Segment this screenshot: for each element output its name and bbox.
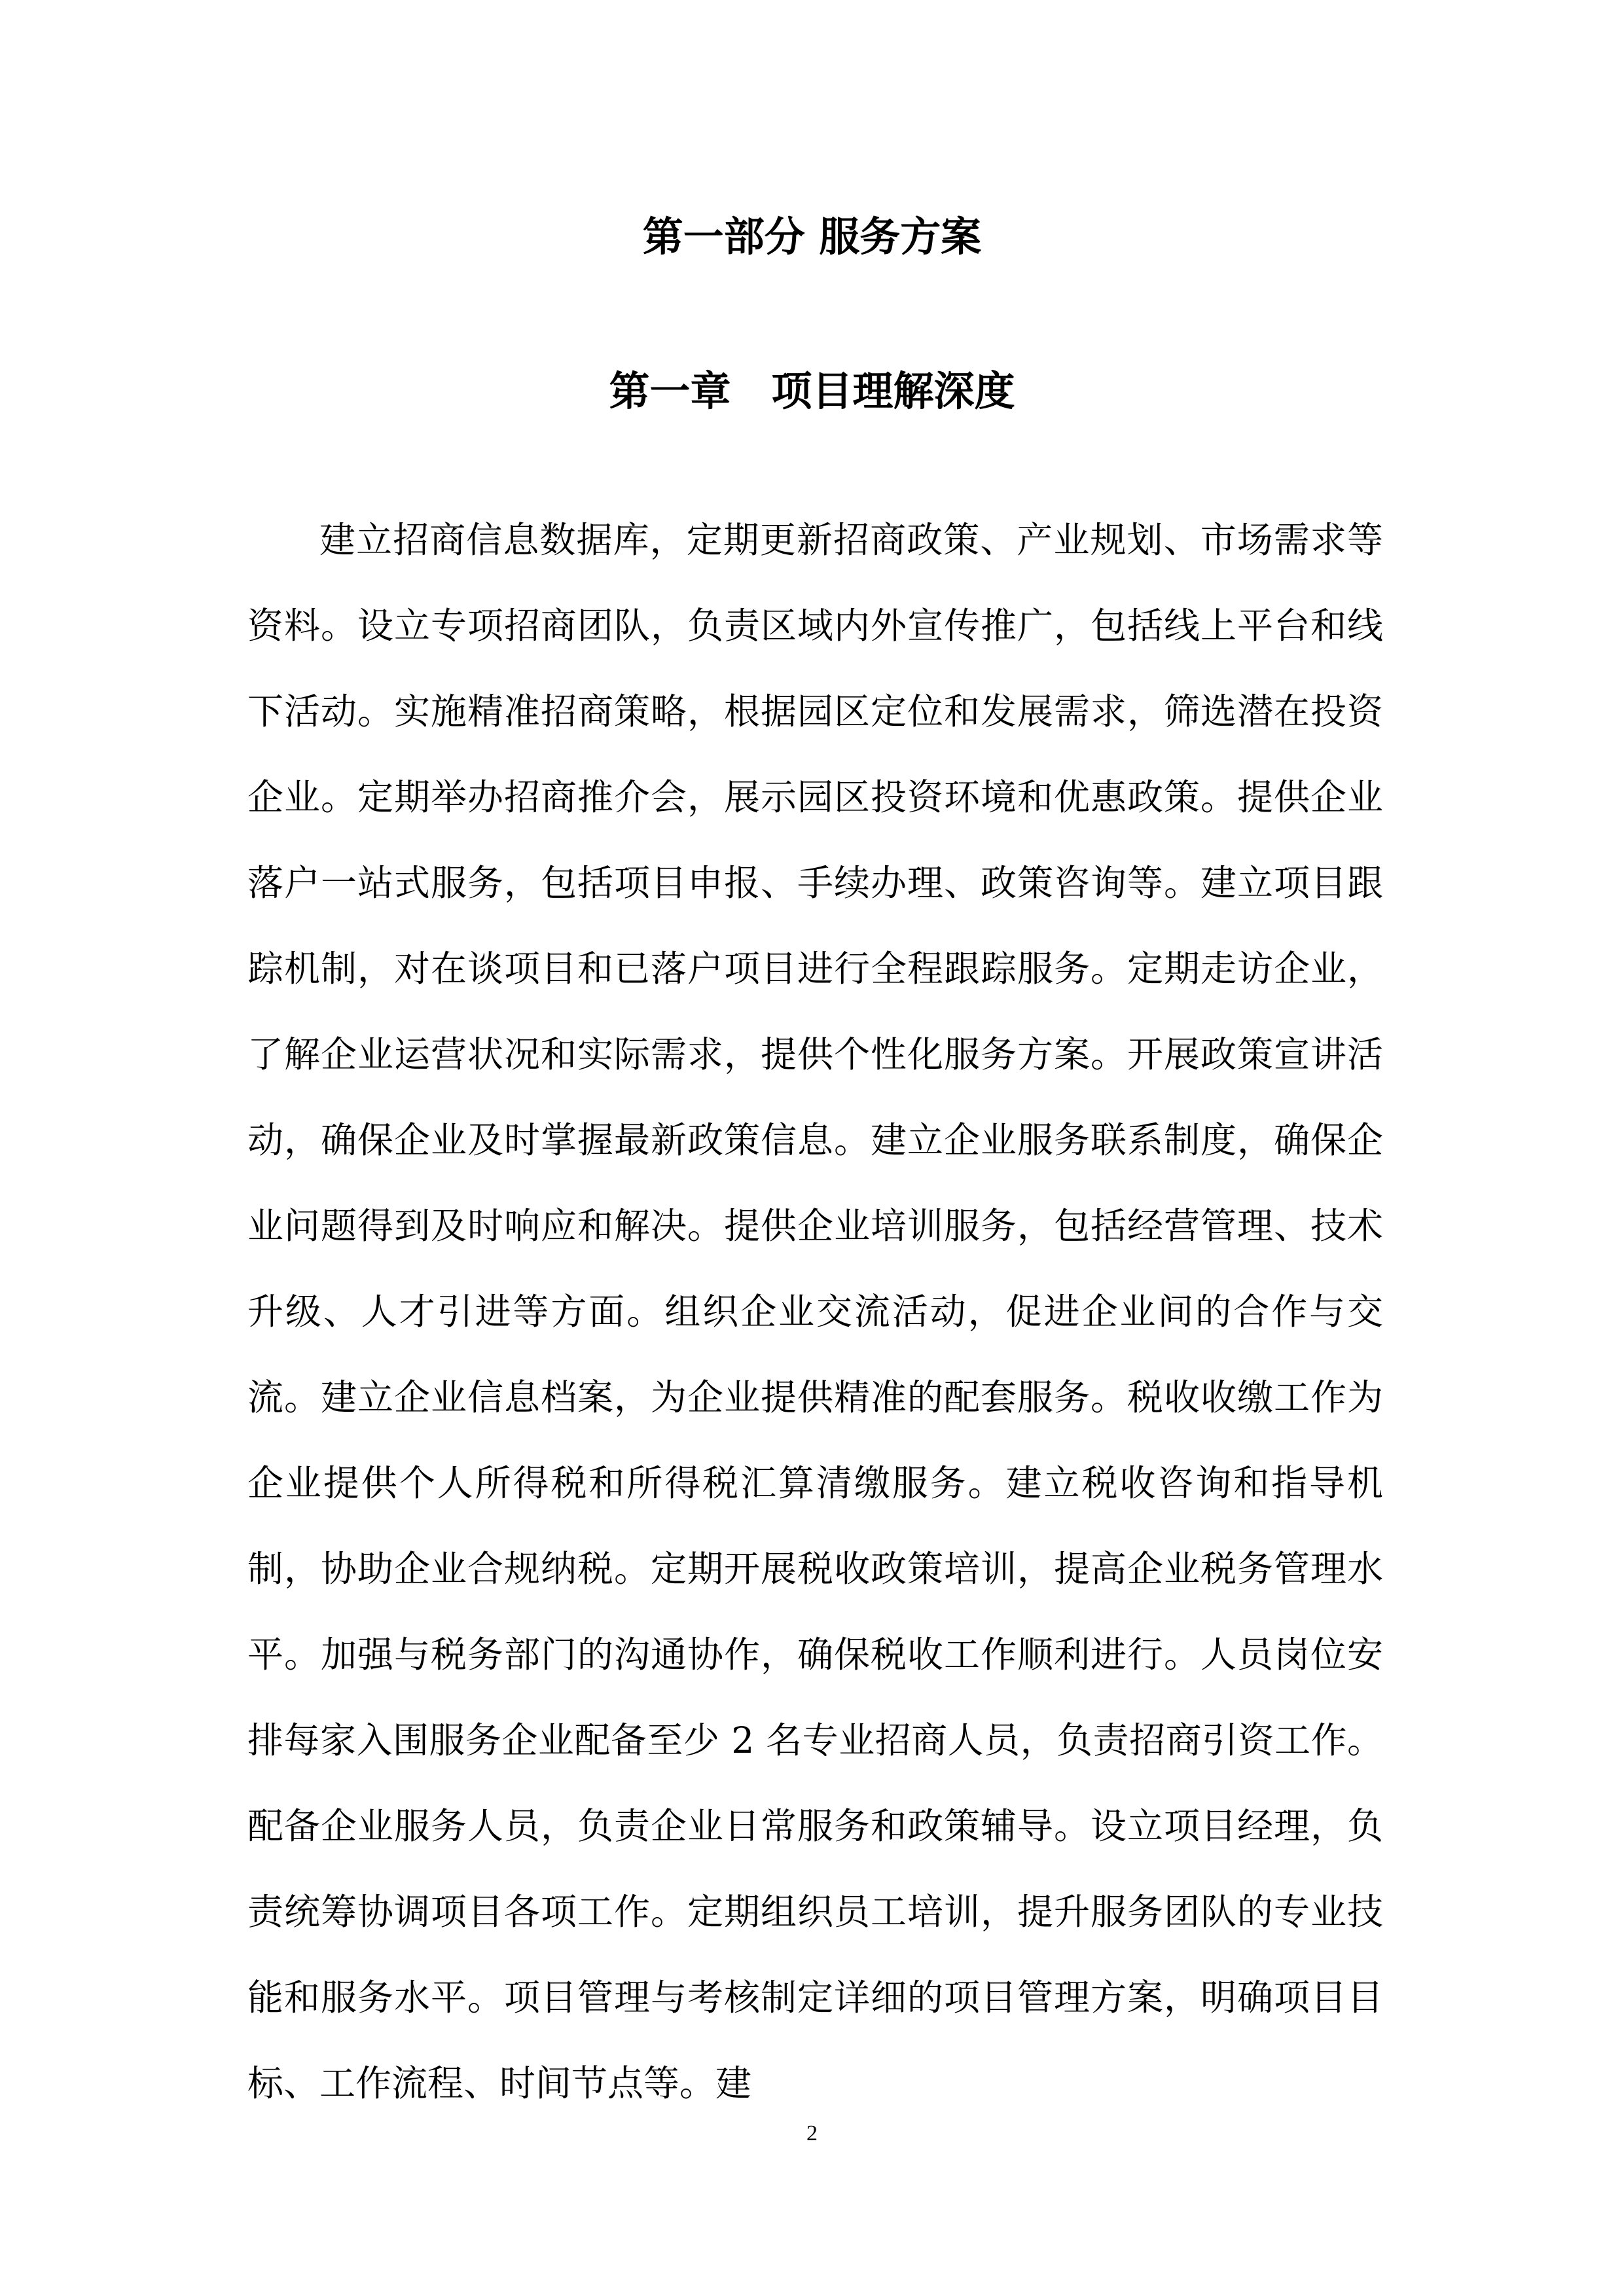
part-title: 第一部分 服务方案 (642, 213, 982, 260)
chapter-title: 第一章 项目理解深度 (609, 367, 1015, 415)
body-paragraph: 建立招商信息数据库，定期更新招商政策、产业规划、市场需求等资料。设立专项招商团队，负责区域内外宣传推广，包括线上平台和线下活动。实施精准招商策略，根据园区定位和发展需求，筛选潜在投资企业。定期举办招商推介会，展示园区投资环境和优惠政策。提供企业落户一站式服务，包括项目申报、手续办理、政策咨询等。建立项目跟踪机制，对在谈项目和已落户项目进行全程跟踪服务。定期走访企业，了解企业运营状况和实际需求，提供个性化服务方案。开展政策宣讲活动，确保企业及时掌握最新政策信息。建立企业服务联系制度，确保企业问题得到及时响应和解决。提供企业培训服务，包括经营管理、技术升级、人才引进等方面。组织企业交流活动，促进企业间的合作与交流。建立企业信息档案，为企业提供精准的配套服务。税收收缴工作为企业提供个人所得税和所得税汇算清缴服务。建立税收咨询和指导机制，协助企业合规纳税。定期开展税收政策培训，提高企业税务管理水平。加强与税务部门的沟通协作，确保税收工作顺利进行。人员岗位安排每家入围服务企业配备至少 2 名专业招商人员，负责招商引资工作。配备企业服务人员，负责企业日常服务和政策辅导。设立项目经理，负责统筹协调项目各项工作。定期组织员工培训，提升服务团队的专业技能和服务水平。项目管理与考核制定详细的项目管理方案，明确项目目标、工作流程、时间节点等。建 (247, 519, 1383, 2104)
page-number: 2 (806, 2121, 818, 2145)
